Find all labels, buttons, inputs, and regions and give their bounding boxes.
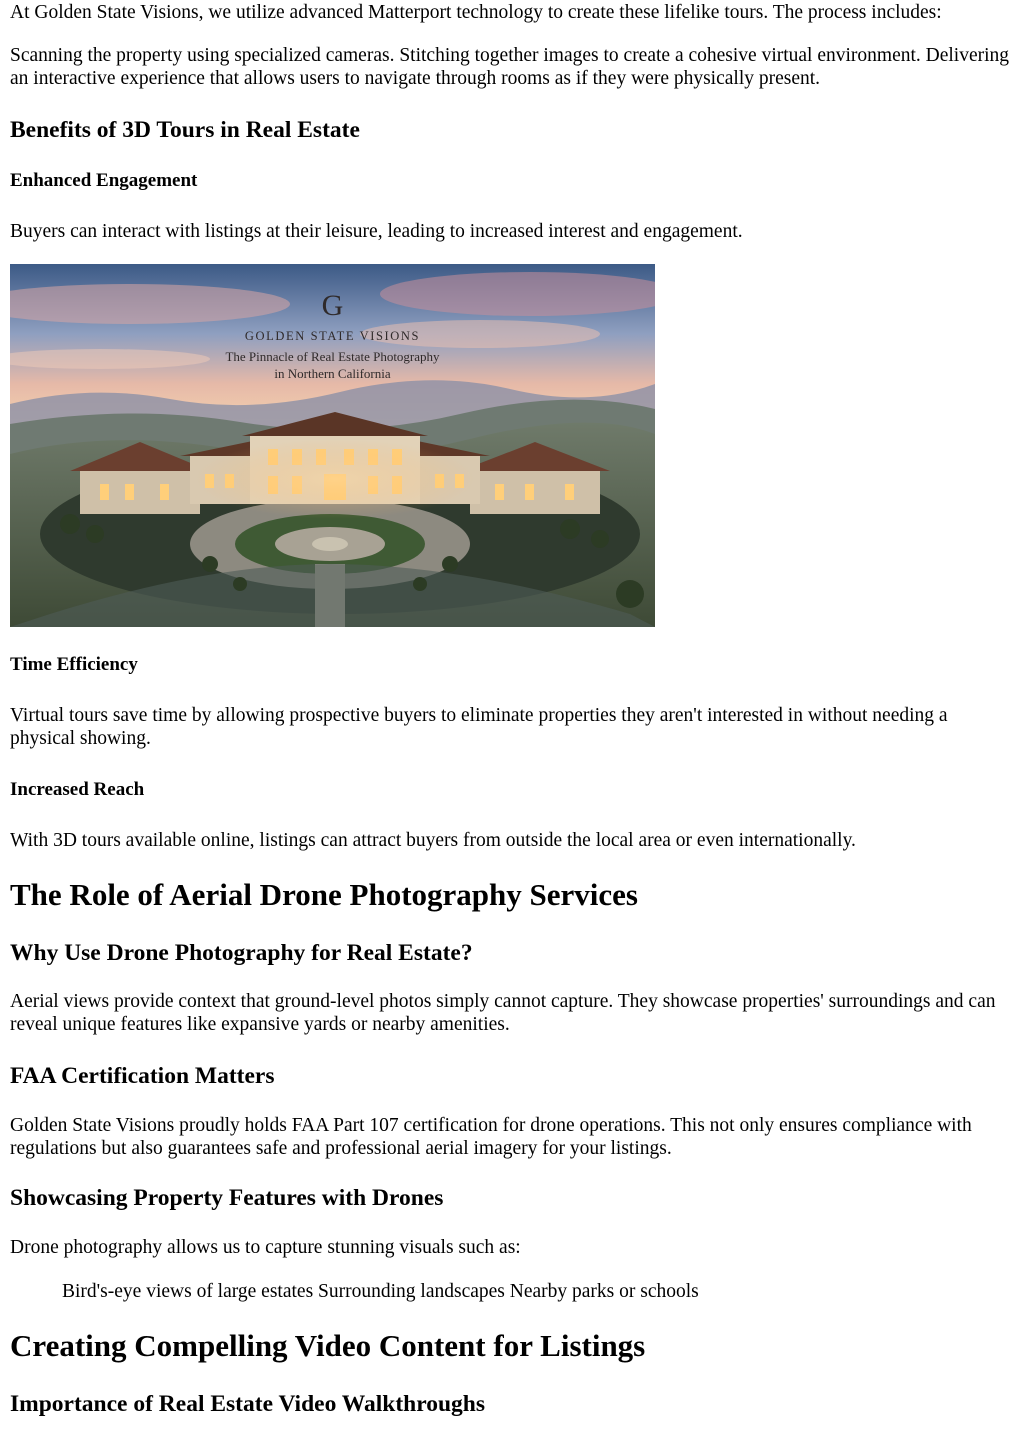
showcase-paragraph: Drone photography allows us to capture stunning visuals such as: [10, 1237, 521, 1258]
why-drone-paragraph: Aerial views provide context that ground-level photos simply cannot capture. They showcase properties' surroundings and can reveal unique features like expansive yards or nearby amenities. [10, 991, 996, 1035]
showcase-heading: Showcasing Property Features with Drones [10, 1185, 444, 1211]
increased-reach-heading: Increased Reach [10, 779, 145, 800]
tagline-line-2: in Northern California [274, 366, 391, 381]
engagement-paragraph: Buyers can interact with listings at their leisure, leading to increased interest and engagement. [10, 221, 743, 242]
increased-reach-paragraph: With 3D tours available online, listings can attract buyers from outside the local area or even internationally. [10, 830, 856, 851]
video-section-heading: Creating Compelling Video Content for Listings [10, 1328, 646, 1363]
monogram-logo: G [321, 289, 344, 322]
benefits-heading: Benefits of 3D Tours in Real Estate [10, 117, 360, 143]
why-drone-heading: Why Use Drone Photography for Real Estate? [10, 940, 473, 966]
engagement-heading: Enhanced Engagement [10, 170, 198, 191]
showcase-list: Bird's-eye views of large estates Surrounding landscapes Nearby parks or schools [62, 1281, 699, 1302]
faa-heading: FAA Certification Matters [10, 1063, 275, 1089]
intro-paragraph: At Golden State Visions, we utilize advanced Matterport technology to create these lifelike tours. The process includes: [10, 2, 942, 23]
process-paragraph: Scanning the property using specialized cameras. Stitching together images to create a cohesive virtual environment. Delivering an interactive experience that allows users to navigate through rooms as if they were physically present. [10, 45, 1010, 89]
tagline-line-1: The Pinnacle of Real Estate Photography [225, 349, 440, 364]
estate-aerial-image [10, 264, 655, 627]
time-efficiency-heading: Time Efficiency [10, 654, 138, 675]
walkthrough-heading: Importance of Real Estate Video Walkthroughs [10, 1391, 486, 1417]
brand-name: GOLDEN STATE VISIONS [244, 329, 421, 343]
faa-paragraph: Golden State Visions proudly holds FAA Part 107 certification for drone operations. This not only ensures compliance with regulations but also guarantees safe and professional aerial imagery for your listings. [10, 1115, 972, 1159]
time-efficiency-paragraph: Virtual tours save time by allowing prospective buyers to eliminate properties they aren't interested in without needing a physical showing. [10, 705, 948, 749]
drone-section-heading: The Role of Aerial Drone Photography Services [10, 877, 638, 912]
